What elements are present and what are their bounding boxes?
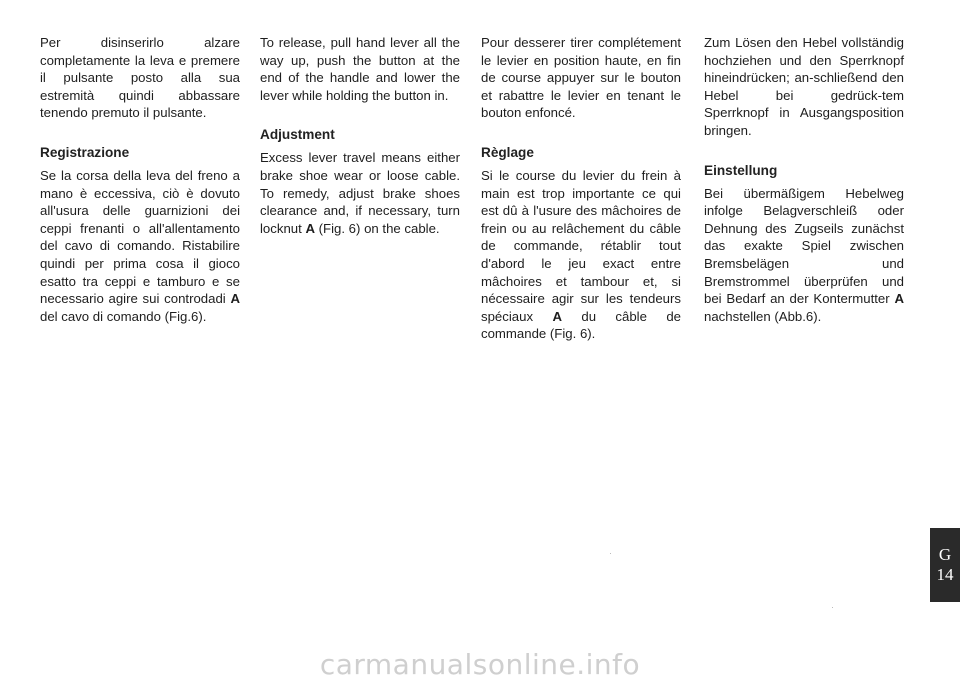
column-italian <box>40 34 240 325</box>
section-heading: Registrazione <box>40 144 130 160</box>
body-text: Se la corsa della leva del freno a mano è eccessiva, ciò è dovuto all'usura delle guarnizioni dei ceppi frenanti o all'allentamento del cavo di comando. Ristabilire quindi per prima cosa il gioco esatto tra ceppi e tamburo e se necessario agire sui controdadi <box>40 167 240 307</box>
body-paragraph <box>40 167 240 325</box>
intro-paragraph: Pour desserer tirer complétement le levier en position haute, en fin de course appuyer sur le bouton et rabattre le levier en tenant le bouton enfoncé. <box>481 35 681 121</box>
body-text: Excess lever travel means either brake shoe wear or loose cable. To remedy, adjust brake shoes clearance and, if necessary, turn locknut <box>260 150 460 236</box>
part-reference: A <box>552 308 562 324</box>
body-text: Si le course du levier du frein à main est trop importante ce qui est dû à l'usure des mâchoires de frein ou au relâchement du câble de commande, rétablir tout d'abord le jeu exact entre mâchoires et tambour et, si nécessaire agir sur les tendeurs spéciaux <box>481 167 681 324</box>
part-reference: A <box>894 291 904 307</box>
body-paragraph <box>481 167 681 343</box>
body-paragraph <box>260 149 460 237</box>
section-letter: G <box>938 545 952 564</box>
section-heading: Adjustment <box>260 127 335 143</box>
section-heading: Règlage <box>481 144 534 160</box>
watermark-text: carmanualsonline.info <box>319 648 641 681</box>
body-text-end: del cavo di comando (Fig.6). <box>40 308 207 324</box>
body-text: Bei übermäßigem Hebelweg infolge Belagverschleiß oder Dehnung des Zugseils zunächst das exakte Spiel zwischen Bremsbelägen und Bremstrommel überprüfen und bei Bedarf an der Kontermutter <box>704 185 904 307</box>
intro-paragraph: Zum Lösen den Hebel vollständig hochziehen und den Sperrknopf hineindrücken; an-schließend den Hebel bei gedrück-tem Sperrknopf in Ausgangsposition bringen. <box>704 35 904 138</box>
column-german <box>704 34 904 325</box>
part-reference: A <box>305 220 315 236</box>
column-english <box>260 34 460 237</box>
page-number: 14 <box>936 565 954 584</box>
scan-speck <box>610 553 611 554</box>
scan-speck <box>832 607 833 608</box>
part-reference: A <box>230 291 240 307</box>
body-paragraph <box>704 185 904 326</box>
body-text-end: nachstellen (Abb.6). <box>704 308 822 324</box>
section-heading: Einstellung <box>704 162 778 178</box>
column-french <box>481 34 681 343</box>
section-page-tab <box>930 528 960 602</box>
body-text-end: (Fig. 6) on the cable. <box>314 220 440 236</box>
body-text-end: du câble de commande (Fig. 6). <box>481 308 681 342</box>
intro-paragraph: To release, pull hand lever all the way up, push the button at the end of the handle and lower the lever while holding the button in. <box>260 35 460 103</box>
intro-paragraph: Per disinserirlo alzare completamente la leva e premere il pulsante posto alla sua estremità quindi abbassare tenendo premuto il pulsante. <box>40 35 240 121</box>
